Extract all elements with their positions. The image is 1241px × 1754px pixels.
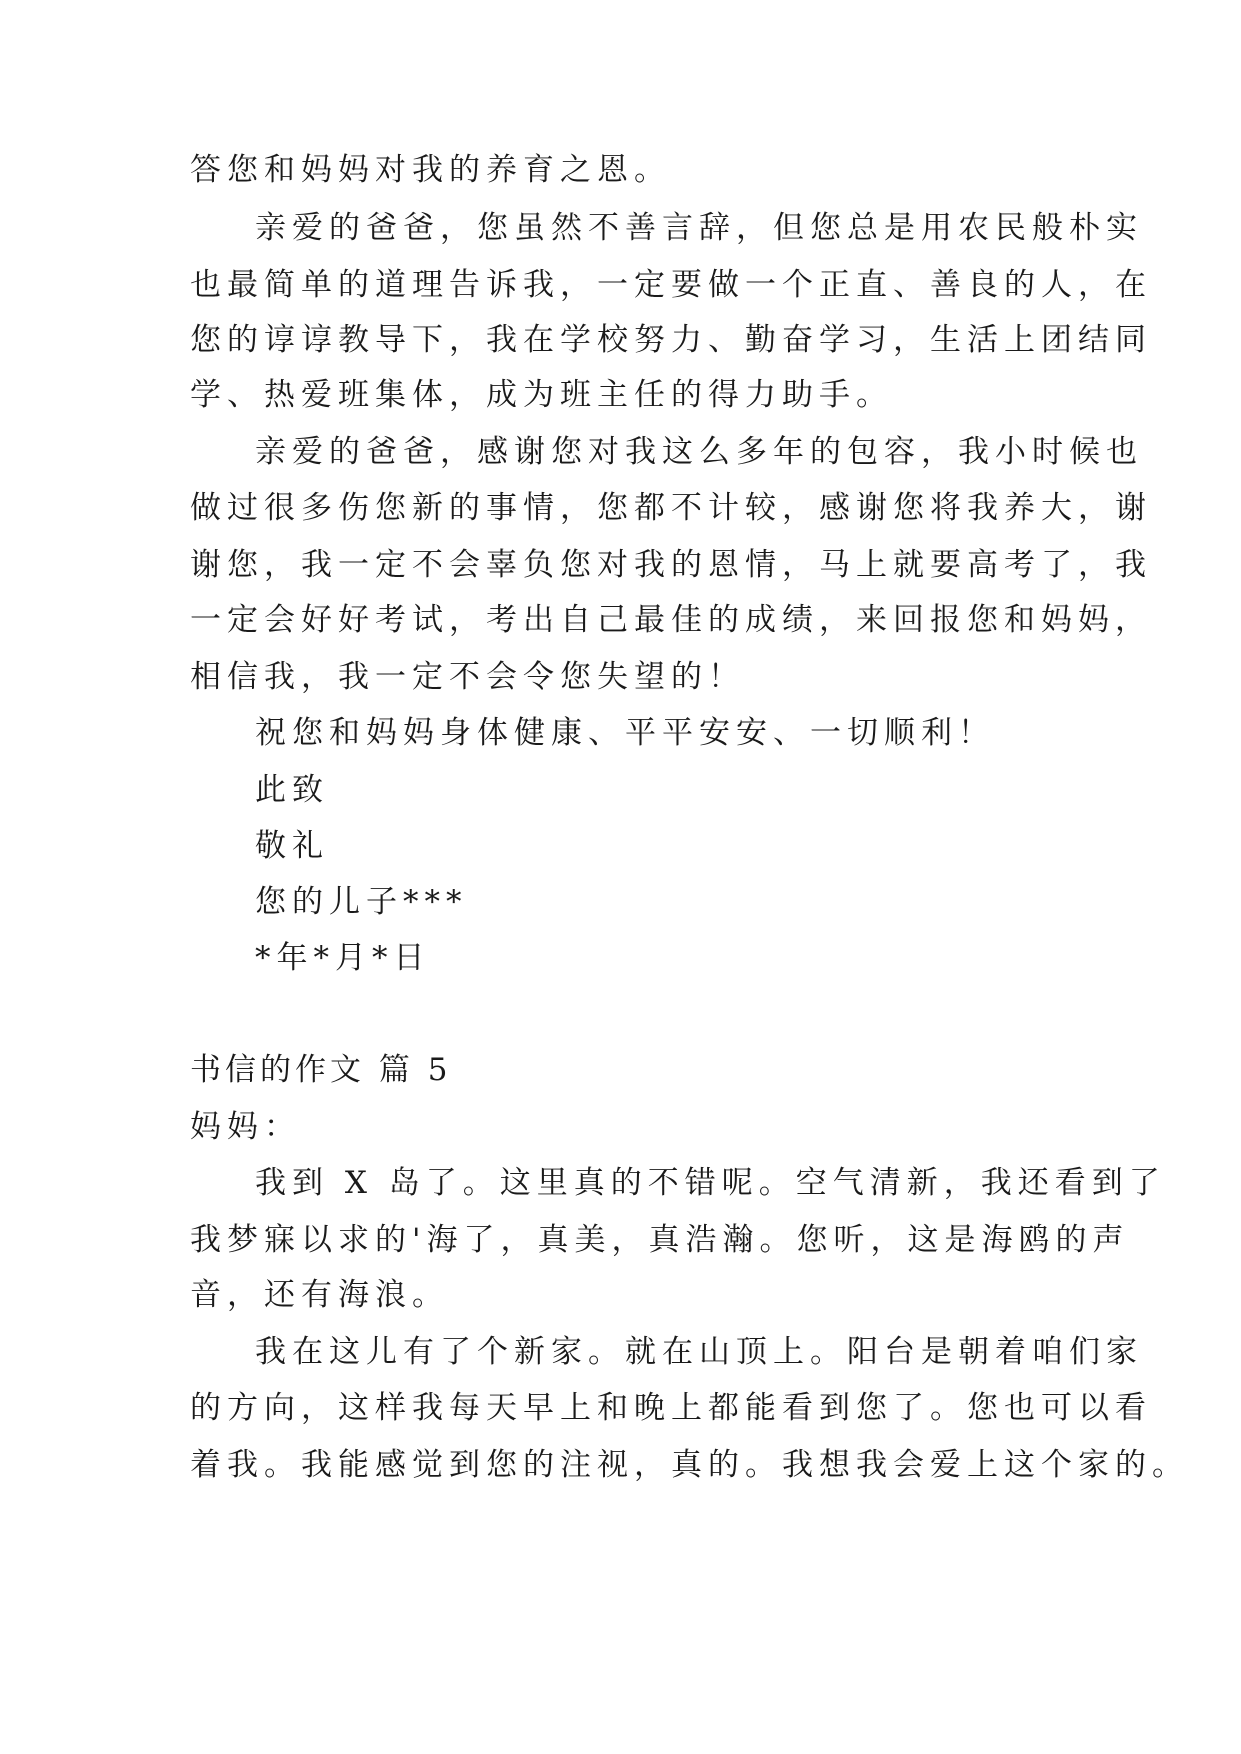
paragraph-line: 亲爱的爸爸，您虽然不善言辞，但您总是用农民般朴实 — [255, 210, 1143, 246]
letter-greeting: 妈妈： — [190, 1109, 301, 1145]
paragraph-line: 着我。我能感觉到您的注视，真的。我想我会爱上这个家的。 — [190, 1447, 1189, 1483]
section-heading: 书信的作文 篇 5 — [190, 1052, 452, 1088]
paragraph-line: 答您和妈妈对我的养育之恩。 — [190, 152, 671, 188]
paragraph-line: 相信我，我一定不会令您失望的！ — [190, 659, 745, 695]
paragraph-line: 我梦寐以求的'海了，真美，真浩瀚。您听，这是海鸥的声 — [190, 1222, 1130, 1258]
paragraph-line: 我到 X 岛了。这里真的不错呢。空气清新，我还看到了 — [255, 1165, 1166, 1201]
paragraph-line: 学、热爱班集体，成为班主任的得力助手。 — [190, 377, 893, 413]
paragraph-line: 做过很多伤您新的事情，您都不计较，感谢您将我养大，谢 — [190, 490, 1152, 526]
paragraph-line: 亲爱的爸爸，感谢您对我这么多年的包容，我小时候也 — [255, 434, 1143, 470]
paragraph-line: 音，还有海浪。 — [190, 1277, 449, 1313]
paragraph-line: 一定会好好考试，考出自己最佳的成绩，来回报您和妈妈， — [190, 602, 1152, 638]
salutation-cizhi: 此致 — [255, 772, 329, 808]
paragraph-line: 您的谆谆教导下，我在学校努力、勤奋学习，生活上团结同 — [190, 322, 1152, 358]
paragraph-line: 也最简单的道理告诉我，一定要做一个正直、善良的人，在 — [190, 267, 1152, 303]
signature: 您的儿子*** — [255, 884, 468, 920]
salutation-jingli: 敬礼 — [255, 828, 329, 864]
paragraph-line: 的方向，这样我每天早上和晚上都能看到您了。您也可以看 — [190, 1390, 1152, 1426]
paragraph-line: 我在这儿有了个新家。就在山顶上。阳台是朝着咱们家 — [255, 1334, 1143, 1370]
paragraph-line: 谢您，我一定不会辜负您对我的恩情，马上就要高考了，我 — [190, 547, 1152, 583]
closing-wish: 祝您和妈妈身体健康、平平安安、一切顺利！ — [255, 715, 995, 751]
date-line: *年*月*日 — [255, 940, 431, 976]
